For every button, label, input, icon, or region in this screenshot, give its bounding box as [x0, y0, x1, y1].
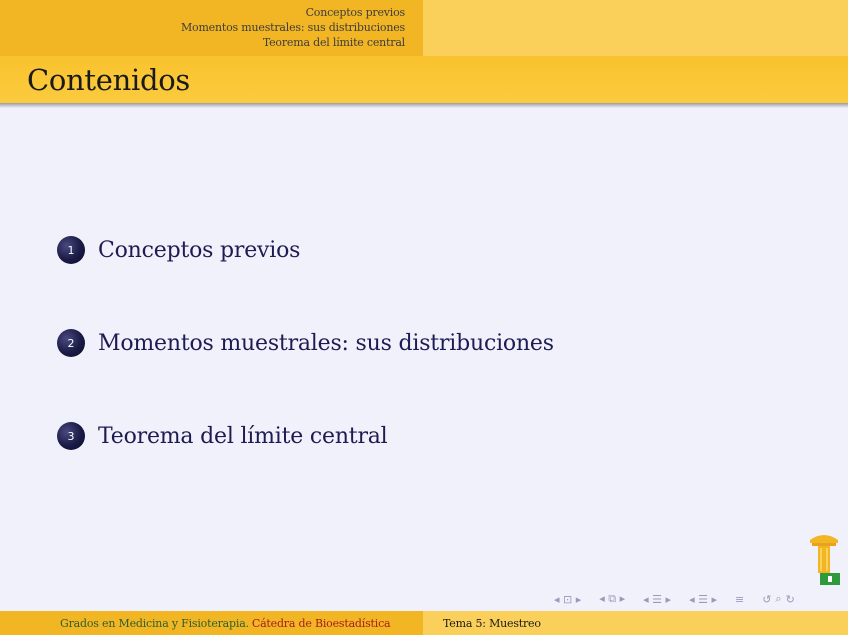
toc-item-teorema-limite-central[interactable]	[57, 422, 388, 450]
toc-item-label: Momentos muestrales: sus distribuciones	[98, 330, 554, 356]
header-section-link[interactable]: Momentos muestrales: sus distribuciones	[180, 21, 405, 34]
footer-short-title: Tema 5: Muestreo	[443, 616, 541, 630]
toc-number-ball: 1	[57, 236, 85, 264]
title-shadow	[0, 103, 848, 108]
header-section-link[interactable]: Teorema del límite central	[262, 36, 405, 49]
frame-title-bar	[0, 56, 848, 103]
page-title: Contenidos	[27, 62, 190, 97]
nav-subsection-icon[interactable]: ◂ ⧉ ▸	[599, 592, 626, 605]
footer-author: Grados en Medicina y Fisioterapia.	[60, 616, 249, 630]
toc-item-momentos-muestrales[interactable]	[57, 329, 554, 357]
nav-section-icon[interactable]: ◂ ☰ ▸	[643, 592, 672, 606]
header-subsections-panel	[423, 0, 848, 56]
header-sections-panel	[0, 0, 423, 56]
nav-appendix-icon[interactable]: ◂ ☰ ▸	[689, 592, 717, 606]
footer	[0, 611, 848, 635]
nav-align-icon[interactable]: ≡	[734, 592, 745, 606]
footer-title-panel	[423, 611, 848, 635]
header-navigation	[0, 0, 848, 56]
nav-frame-icon[interactable]: ◂ ⊡ ▸	[554, 592, 582, 606]
toc-item-label: Conceptos previos	[98, 237, 301, 263]
toc-item-label: Teorema del límite central	[98, 423, 388, 449]
footer-institution: Cátedra de Bioestadística	[251, 616, 391, 630]
toc-item-conceptos-previos[interactable]	[57, 236, 300, 264]
navigation-symbols	[553, 591, 796, 607]
nav-search-icon[interactable]: ⌕	[775, 592, 782, 605]
toc-number-ball: 3	[57, 422, 85, 450]
nav-back-forward-icon[interactable]: ↺	[762, 592, 772, 606]
university-logo-icon	[806, 530, 842, 586]
nav-forward-icon[interactable]: ↻	[785, 592, 795, 606]
toc-number-ball: 2	[57, 329, 85, 357]
footer-author-panel	[0, 611, 423, 635]
header-section-link[interactable]: Conceptos previos	[305, 6, 405, 19]
